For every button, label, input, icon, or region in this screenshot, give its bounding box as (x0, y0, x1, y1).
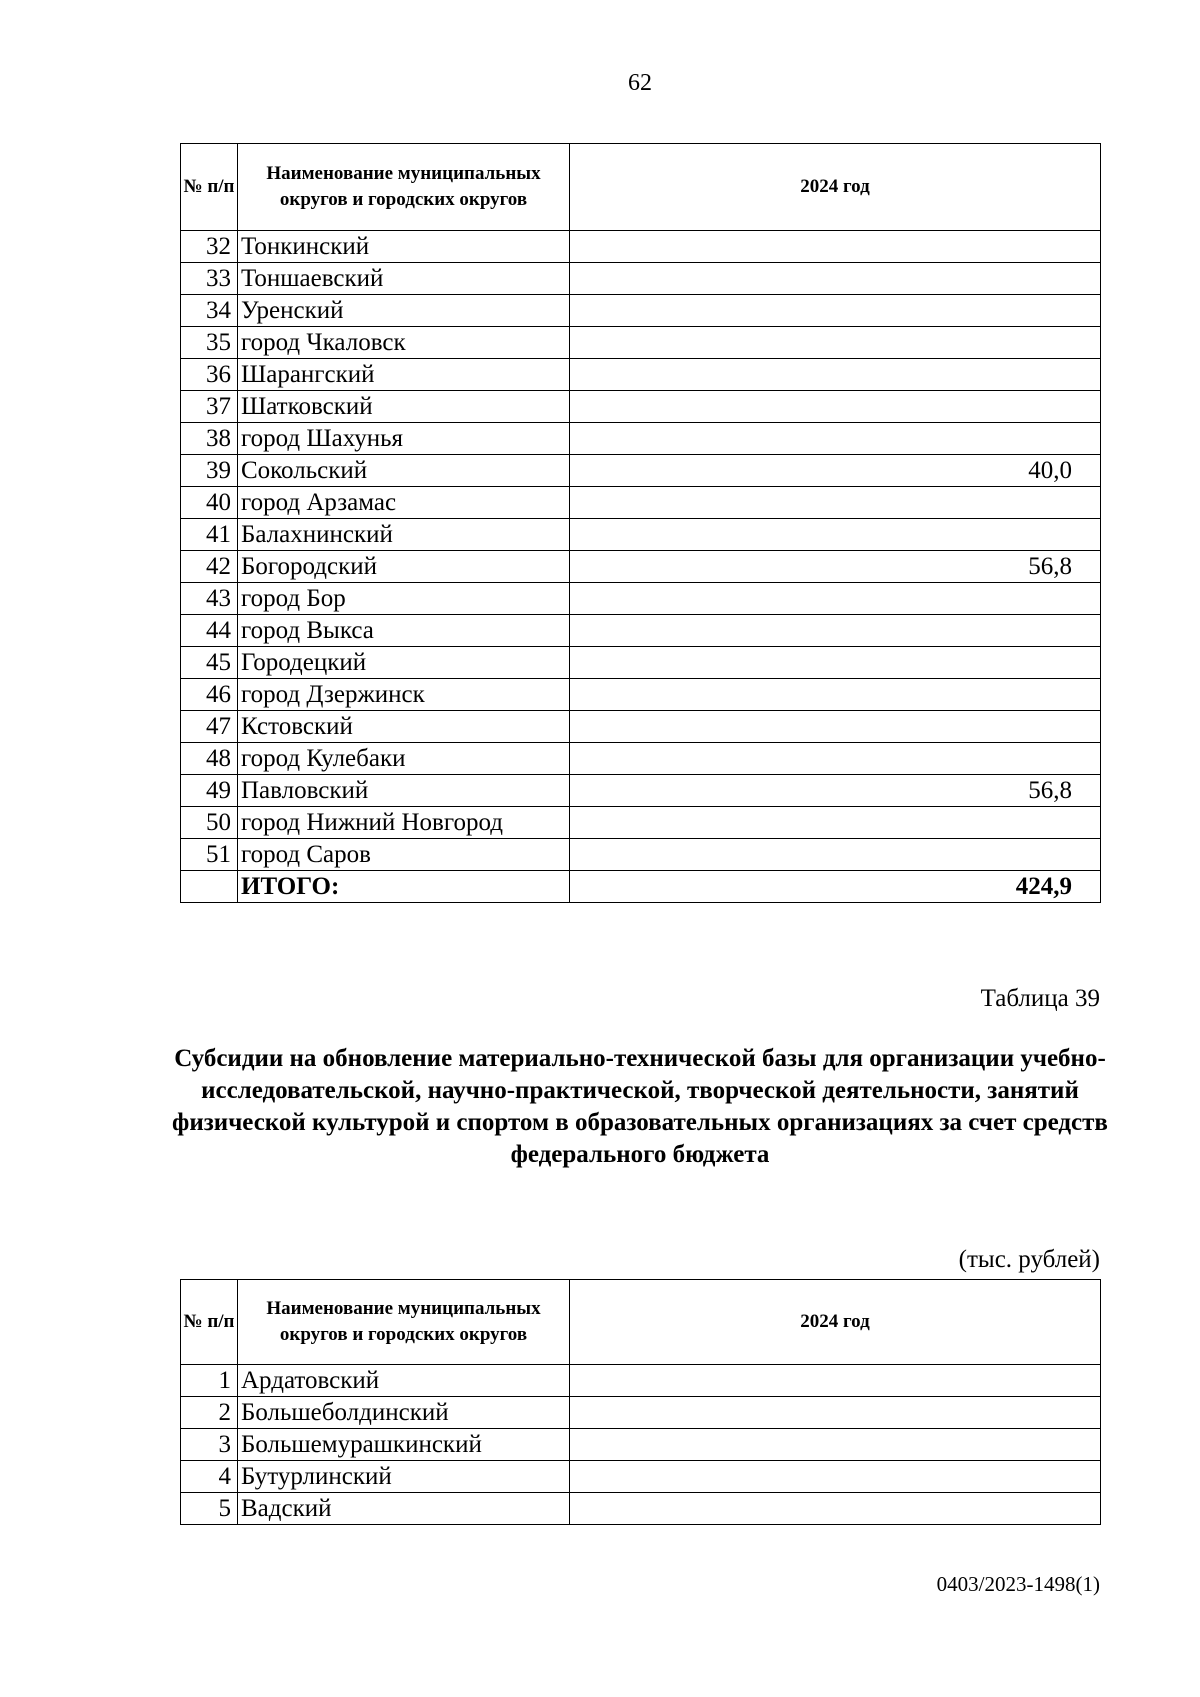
table-label: Таблица 39 (980, 985, 1100, 1012)
table-row (181, 647, 1101, 679)
row-number: 45 (181, 647, 238, 679)
value-cell (570, 839, 1101, 871)
table-row (181, 679, 1101, 711)
value-cell (570, 423, 1101, 455)
subsidies-table (180, 1279, 1101, 1525)
value-cell (570, 1461, 1101, 1493)
table-row (181, 807, 1101, 839)
region-name: Сокольский (238, 455, 570, 487)
row-number: 4 (181, 1461, 238, 1493)
table-body (181, 231, 1101, 903)
row-number: 38 (181, 423, 238, 455)
region-name: город Бор (238, 583, 570, 615)
total-value: 424,9 (570, 871, 1101, 903)
row-number: 40 (181, 487, 238, 519)
value-cell (570, 1493, 1101, 1525)
table-header-row (181, 144, 1101, 231)
table-row (181, 615, 1101, 647)
row-number: 39 (181, 455, 238, 487)
column-header-number: № п/п (181, 1280, 238, 1365)
table-row (181, 839, 1101, 871)
table-row (181, 1429, 1101, 1461)
row-number: 46 (181, 679, 238, 711)
column-header-number: № п/п (181, 144, 238, 231)
value-cell (570, 1429, 1101, 1461)
region-name: город Дзержинск (238, 679, 570, 711)
regions-table-continued (180, 143, 1101, 903)
row-number: 2 (181, 1397, 238, 1429)
region-name: Ардатовский (238, 1365, 570, 1397)
row-number: 3 (181, 1429, 238, 1461)
region-name: Шатковский (238, 391, 570, 423)
value-cell: 56,8 (570, 775, 1101, 807)
region-name: Павловский (238, 775, 570, 807)
table-row (181, 263, 1101, 295)
table-row (181, 359, 1101, 391)
table-body (181, 1365, 1101, 1525)
page-number: 62 (628, 70, 652, 96)
region-name: Шарангский (238, 359, 570, 391)
row-number: 47 (181, 711, 238, 743)
row-number: 36 (181, 359, 238, 391)
row-number: 42 (181, 551, 238, 583)
table-row (181, 1365, 1101, 1397)
region-name: Бутурлинский (238, 1461, 570, 1493)
table-row (181, 743, 1101, 775)
region-name: город Нижний Новгород (238, 807, 570, 839)
value-cell (570, 1365, 1101, 1397)
table-row (181, 583, 1101, 615)
region-name: Вадский (238, 1493, 570, 1525)
value-cell (570, 359, 1101, 391)
row-number: 35 (181, 327, 238, 359)
row-number: 5 (181, 1493, 238, 1525)
table-row (181, 1493, 1101, 1525)
column-header-year: 2024 год (570, 1280, 1101, 1365)
region-name: Тоншаевский (238, 263, 570, 295)
value-cell (570, 615, 1101, 647)
table-row (181, 775, 1101, 807)
value-cell (570, 711, 1101, 743)
column-header-year: 2024 год (570, 144, 1101, 231)
region-name: Уренский (238, 295, 570, 327)
value-cell (570, 295, 1101, 327)
region-name: Городецкий (238, 647, 570, 679)
region-name: Тонкинский (238, 231, 570, 263)
region-name: город Выкса (238, 615, 570, 647)
table-title: Субсидии на обновление материально-технической базы для организации учебно-исследовательской, научно-практической, творческой деятельности, занятий физической культурой и спортом в образовательных организациях за счет средств федерального бюджета (172, 1045, 1108, 1168)
region-name: город Кулебаки (238, 743, 570, 775)
value-cell: 40,0 (570, 455, 1101, 487)
value-cell (570, 231, 1101, 263)
region-name: Большеболдинский (238, 1397, 570, 1429)
region-name: Балахнинский (238, 519, 570, 551)
total-number-cell (181, 871, 238, 903)
column-header-name: Наименование муниципальных округов и городских округов (238, 1280, 570, 1365)
region-name: Кстовский (238, 711, 570, 743)
table-row (181, 327, 1101, 359)
row-number: 1 (181, 1365, 238, 1397)
region-name: город Арзамас (238, 487, 570, 519)
value-cell (570, 583, 1101, 615)
table-row (181, 391, 1101, 423)
value-cell: 56,8 (570, 551, 1101, 583)
table-row (181, 711, 1101, 743)
value-cell (570, 487, 1101, 519)
table-row (181, 423, 1101, 455)
region-name: город Чкаловск (238, 327, 570, 359)
row-number: 37 (181, 391, 238, 423)
column-header-name: Наименование муниципальных округов и городских округов (238, 144, 570, 231)
row-number: 32 (181, 231, 238, 263)
region-name: город Шахунья (238, 423, 570, 455)
value-cell (570, 519, 1101, 551)
table-row (181, 487, 1101, 519)
table-row (181, 1397, 1101, 1429)
row-number: 33 (181, 263, 238, 295)
value-cell (570, 263, 1101, 295)
table-row (181, 295, 1101, 327)
total-label: ИТОГО: (238, 871, 570, 903)
value-cell (570, 647, 1101, 679)
units-label: (тыс. рублей) (958, 1246, 1100, 1273)
table-row (181, 455, 1101, 487)
table-row (181, 519, 1101, 551)
row-number: 44 (181, 615, 238, 647)
row-number: 41 (181, 519, 238, 551)
table-row (181, 551, 1101, 583)
document-code: 0403/2023-1498(1) (936, 1572, 1100, 1596)
region-name: город Саров (238, 839, 570, 871)
value-cell (570, 327, 1101, 359)
table-row (181, 1461, 1101, 1493)
row-number: 34 (181, 295, 238, 327)
region-name: Богородский (238, 551, 570, 583)
value-cell (570, 679, 1101, 711)
row-number: 43 (181, 583, 238, 615)
table-header-row (181, 1280, 1101, 1365)
value-cell (570, 807, 1101, 839)
row-number: 49 (181, 775, 238, 807)
row-number: 50 (181, 807, 238, 839)
value-cell (570, 743, 1101, 775)
row-number: 48 (181, 743, 238, 775)
value-cell (570, 391, 1101, 423)
value-cell (570, 1397, 1101, 1429)
table-row (181, 231, 1101, 263)
region-name: Большемурашкинский (238, 1429, 570, 1461)
total-row (181, 871, 1101, 903)
row-number: 51 (181, 839, 238, 871)
